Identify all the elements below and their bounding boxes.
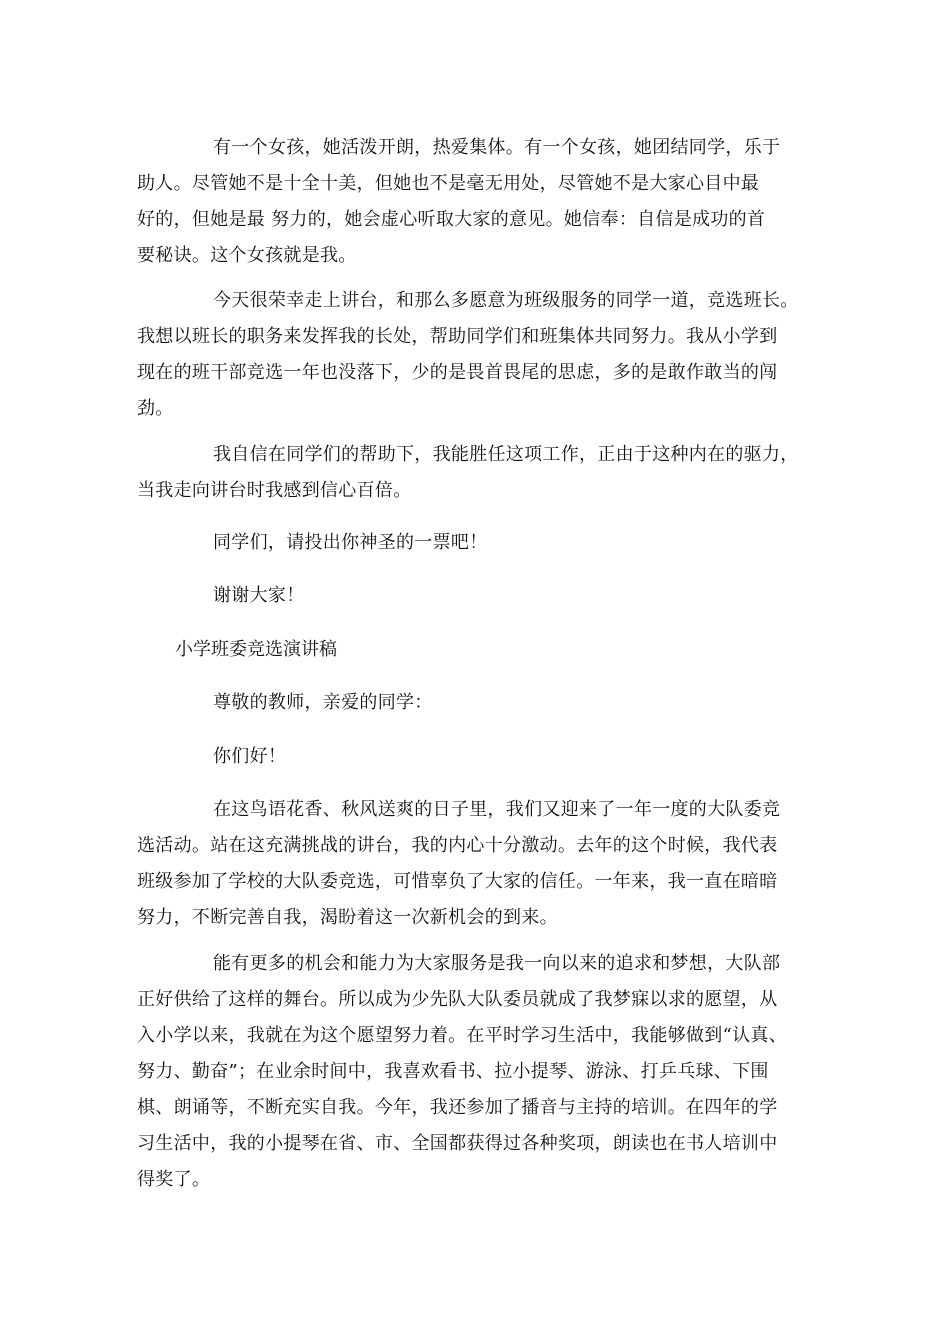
paragraph-line: 好的，但她是最 努力的，她会虚心听取大家的意见。她信奉：自信是成功的首 bbox=[137, 209, 766, 230]
paragraph-line: 你们好！ bbox=[213, 746, 287, 767]
paragraph-line: 现在的班干部竞选一年也没落下，少的是畏首畏尾的思虑，多的是敢作敢当的闯 bbox=[137, 362, 778, 383]
paragraph-line: 棋、朗诵等，不断充实自我。今年，我还参加了播音与主持的培训。在四年的学 bbox=[137, 1097, 778, 1118]
paragraph-line: 今天很荣幸走上讲台，和那么多愿意为班级服务的同学一道，竞选班长。 bbox=[213, 290, 799, 311]
paragraph-ambition bbox=[137, 946, 827, 1198]
paragraph-vote bbox=[137, 525, 827, 561]
paragraph-line: 要秘诀。这个女孩就是我。 bbox=[137, 245, 357, 266]
paragraph-salutation bbox=[137, 685, 827, 721]
paragraph-line: 习生活中，我的小提琴在省、市、全国都获得过各种奖项，朗读也在书人培训中 bbox=[137, 1133, 778, 1154]
paragraph-thanks bbox=[137, 578, 827, 614]
paragraph-line: 在这鸟语花香、秋风送爽的日子里，我们又迎来了一年一度的大队委竞 bbox=[213, 799, 781, 820]
paragraph-line: 正好供给了这样的舞台。所以成为少先队大队委员就成了我梦寐以求的愿望，从 bbox=[137, 989, 778, 1010]
paragraph-line: 当我走向讲台时我感到信心百倍。 bbox=[137, 480, 412, 501]
paragraph-line: 班级参加了学校的大队委竞选，可惜辜负了大家的信任。一年来，我一直在暗暗 bbox=[137, 871, 778, 892]
paragraph-line: 选活动。站在这充满挑战的讲台，我的内心十分激动。去年的这个时候，我代表 bbox=[137, 835, 778, 856]
paragraph-greeting bbox=[137, 739, 827, 775]
paragraph-line: 我自信在同学们的帮助下，我能胜任这项工作，正由于这种内在的驱力， bbox=[213, 444, 799, 465]
paragraph-line: 谢谢大家！ bbox=[213, 585, 305, 606]
paragraph-line: 能有更多的机会和能力为大家服务是我一向以来的追求和梦想，大队部 bbox=[213, 953, 781, 974]
paragraph-season bbox=[137, 792, 827, 936]
paragraph-line: 入小学以来，我就在为这个愿望努力着。在平时学习生活中，我能够做到“认真、 bbox=[137, 1025, 787, 1046]
paragraph-intro bbox=[137, 130, 827, 274]
paragraph-confidence bbox=[137, 437, 827, 509]
paragraph-honor bbox=[137, 283, 827, 427]
paragraph-line: 同学们，请投出你神圣的一票吧！ bbox=[213, 532, 488, 553]
paragraph-line: 努力，不断完善自我，渴盼着这一次新机会的到来。 bbox=[137, 907, 558, 928]
paragraph-line: 劲。 bbox=[137, 398, 174, 419]
paragraph-line: 尊敬的教师，亲爱的同学： bbox=[213, 692, 433, 713]
paragraph-line: 我想以班长的职务来发挥我的长处，帮助同学们和班集体共同努力。我从小学到 bbox=[137, 326, 778, 347]
paragraph-line: 助人。尽管她不是十全十美，但她也不是毫无用处，尽管她不是大家心目中最 bbox=[137, 173, 760, 194]
paragraph-line: 有一个女孩，她活泼开朗，热爱集体。有一个女孩，她团结同学，乐于 bbox=[213, 137, 781, 158]
section-title: 小学班委竞选演讲稿 bbox=[175, 639, 337, 660]
paragraph-line: 努力、勤奋”；在业余时间中，我喜欢看书、拉小提琴、游泳、打乒乓球、下围 bbox=[137, 1061, 769, 1082]
paragraph-line: 得奖了。 bbox=[137, 1169, 211, 1190]
